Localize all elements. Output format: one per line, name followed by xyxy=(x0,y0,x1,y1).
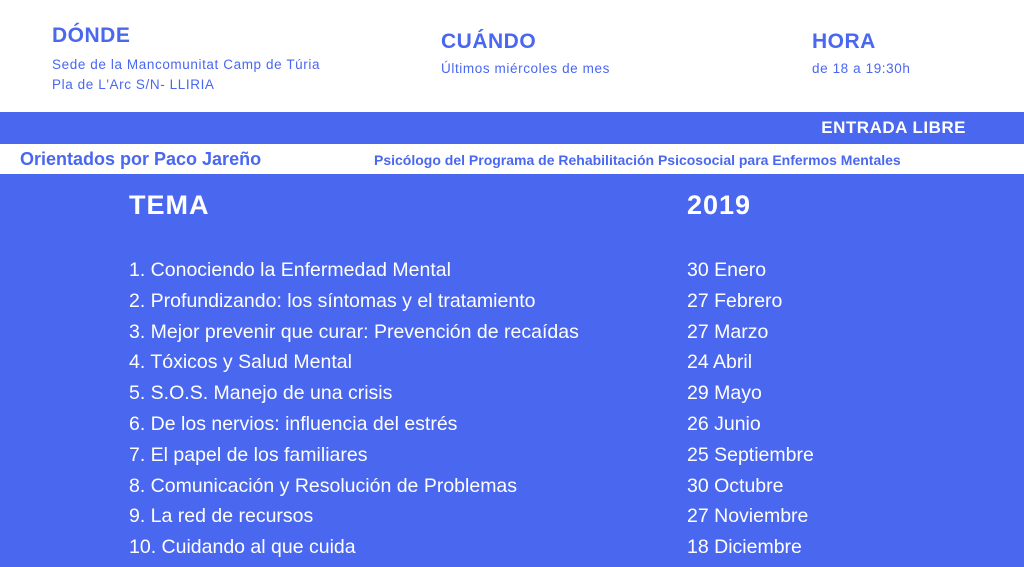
fecha-item: 24 Abril xyxy=(687,351,753,374)
cuando-line1: Últimos miércoles de mes xyxy=(441,61,610,76)
psicologo-description: Psicólogo del Programa de Rehabilitación Psicosocial para Enfermos Mentales xyxy=(374,152,901,168)
tema-item: 1. Conociendo la Enfermedad Mental xyxy=(129,259,451,281)
cuando-heading: CUÁNDO xyxy=(441,30,537,53)
tema-item: 8. Comunicación y Resolución de Problemas xyxy=(129,474,518,497)
fecha-item: 30 Octubre xyxy=(687,474,784,497)
tema-item: 2. Profundizando: los síntomas y el tratamiento xyxy=(129,289,536,312)
fecha-item: 27 Marzo xyxy=(687,320,769,343)
hora-heading: HORA xyxy=(812,30,876,53)
year-heading: 2019 xyxy=(687,190,752,220)
hora-block xyxy=(812,30,910,79)
tema-heading: TEMA xyxy=(129,190,210,220)
tema-list xyxy=(129,255,579,563)
fecha-item: 29 Mayo xyxy=(687,382,762,405)
fecha-item: 27 Noviembre xyxy=(687,505,809,528)
tema-item: 3. Mejor prevenir que curar: Prevención de recaídas xyxy=(129,320,579,343)
tema-item: 7. El papel de los familiares xyxy=(129,443,368,466)
fecha-item: 26 Junio xyxy=(687,412,761,435)
orientados-por: Orientados por Paco Jareño xyxy=(20,149,262,169)
tema-item: 9. La red de recursos xyxy=(129,505,314,528)
tema-item: 6. De los nervios: influencia del estrés xyxy=(129,412,458,435)
donde-line2: Pla de L'Arc S/N- LLIRIA xyxy=(52,77,215,92)
cuando-block xyxy=(441,30,610,79)
tema-item: 5. S.O.S. Manejo de una crisis xyxy=(129,382,393,405)
donde-line1: Sede de la Mancomunitat Camp de Túria xyxy=(52,57,321,72)
fecha-list xyxy=(687,255,814,563)
tema-item: 4. Tóxicos y Salud Mental xyxy=(129,351,352,374)
fecha-item: 18 Diciembre xyxy=(687,536,802,559)
entrada-libre: ENTRADA LIBRE xyxy=(821,118,966,137)
donde-block xyxy=(52,24,320,95)
fecha-item: 27 Febrero xyxy=(687,289,783,312)
fecha-item: 25 Septiembre xyxy=(687,443,814,466)
fecha-item: 30 Enero xyxy=(687,259,767,281)
hora-line1: de 18 a 19:30h xyxy=(812,61,911,76)
donde-heading: DÓNDE xyxy=(52,24,131,47)
info-header xyxy=(0,0,1024,112)
tema-item: 10. Cuidando al que cuida xyxy=(129,536,356,559)
